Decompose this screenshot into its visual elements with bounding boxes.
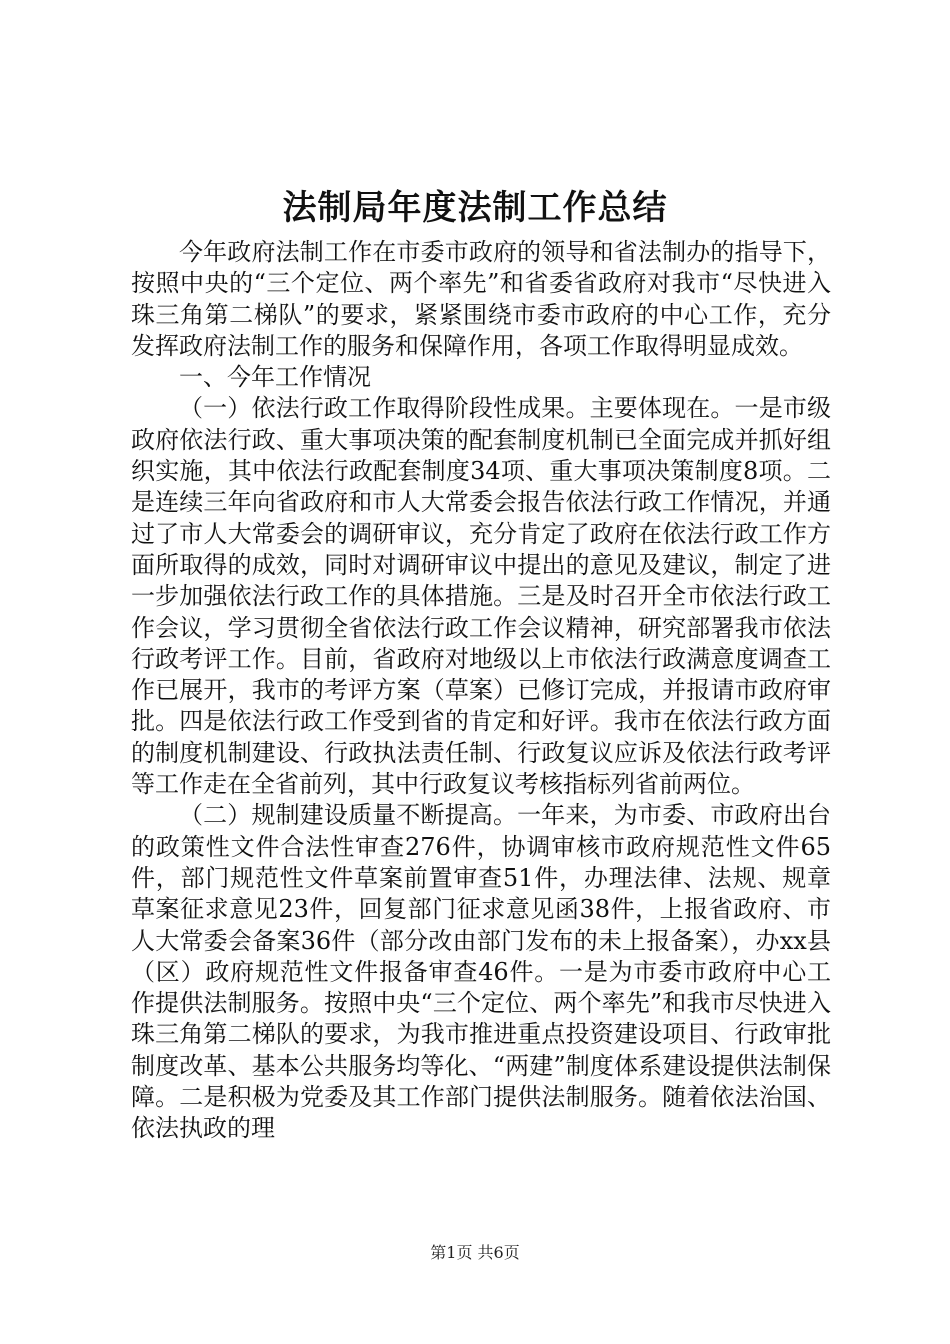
paragraph-item-2: （二）规制建设质量不断提高。一年来，为市委、市政府出台的政策性文件合法性审查276件，协调审核市政府规范性文件65件，部门规范性文件草案前置审查51件，办理法律、法规、规章草案征求意见23件，回复部门征求意见函38件，上报省政府、市人大常委会备案36件（部分改由部门发布的未上报备案），办xx县（区）政府规范性文件报备审查46件。一是为市委市政府中心工作提供法制服务。按照中央“三个定位、两个率先”和我市尽快进入珠三角第二梯队的要求，为我市推进重点投资建设项目、行政审批制度改革、基本公共服务均等化、“两建”制度体系建设提供法制保障。二是积极为党委及其工作部门提供法制服务。随着依法治国、依法执政的理 <box>131 801 831 1143</box>
section-heading: 一、今年工作情况 <box>179 363 371 392</box>
document-body <box>131 237 831 1145</box>
intro-paragraph: 今年政府法制工作在市委市政府的领导和省法制办的指导下，按照中央的“三个定位、两个率先”和省委省政府对我市“尽快进入珠三角第二梯队”的要求，紧紧围绕市委市政府的中心工作，充分发挥政府法制工作的服务和保障作用，各项工作取得明显成效。 <box>131 238 831 360</box>
document-title: 法制局年度法制工作总结 <box>282 188 668 228</box>
page-number: 第1页 共6页 <box>430 1243 520 1262</box>
paragraph-item-1: （一）依法行政工作取得阶段性成果。主要体现在。一是市级政府依法行政、重大事项决策的配套制度机制已全面完成并抓好组织实施，其中依法行政配套制度34项、重大事项决策制度8项。二是连续三年向省政府和市人大常委会报告依法行政工作情况，并通过了市人大常委会的调研审议，充分肯定了政府在依法行政工作方面所取得的成效，同时对调研审议中提出的意见及建议，制定了进一步加强依法行政工作的具体措施。三是及时召开全市依法行政工作会议，学习贯彻全省依法行政工作会议精神，研究部署我市依法行政考评工作。目前，省政府对地级以上市依法行政满意度调查工作已展开，我市的考评方案（草案）已修订完成，并报请市政府审批。四是依法行政工作受到省的肯定和好评。我市在依法行政方面的制度机制建设、行政执法责任制、行政复议应诉及依法行政考评等工作走在全省前列，其中行政复议考核指标列省前两位。 <box>131 394 831 799</box>
